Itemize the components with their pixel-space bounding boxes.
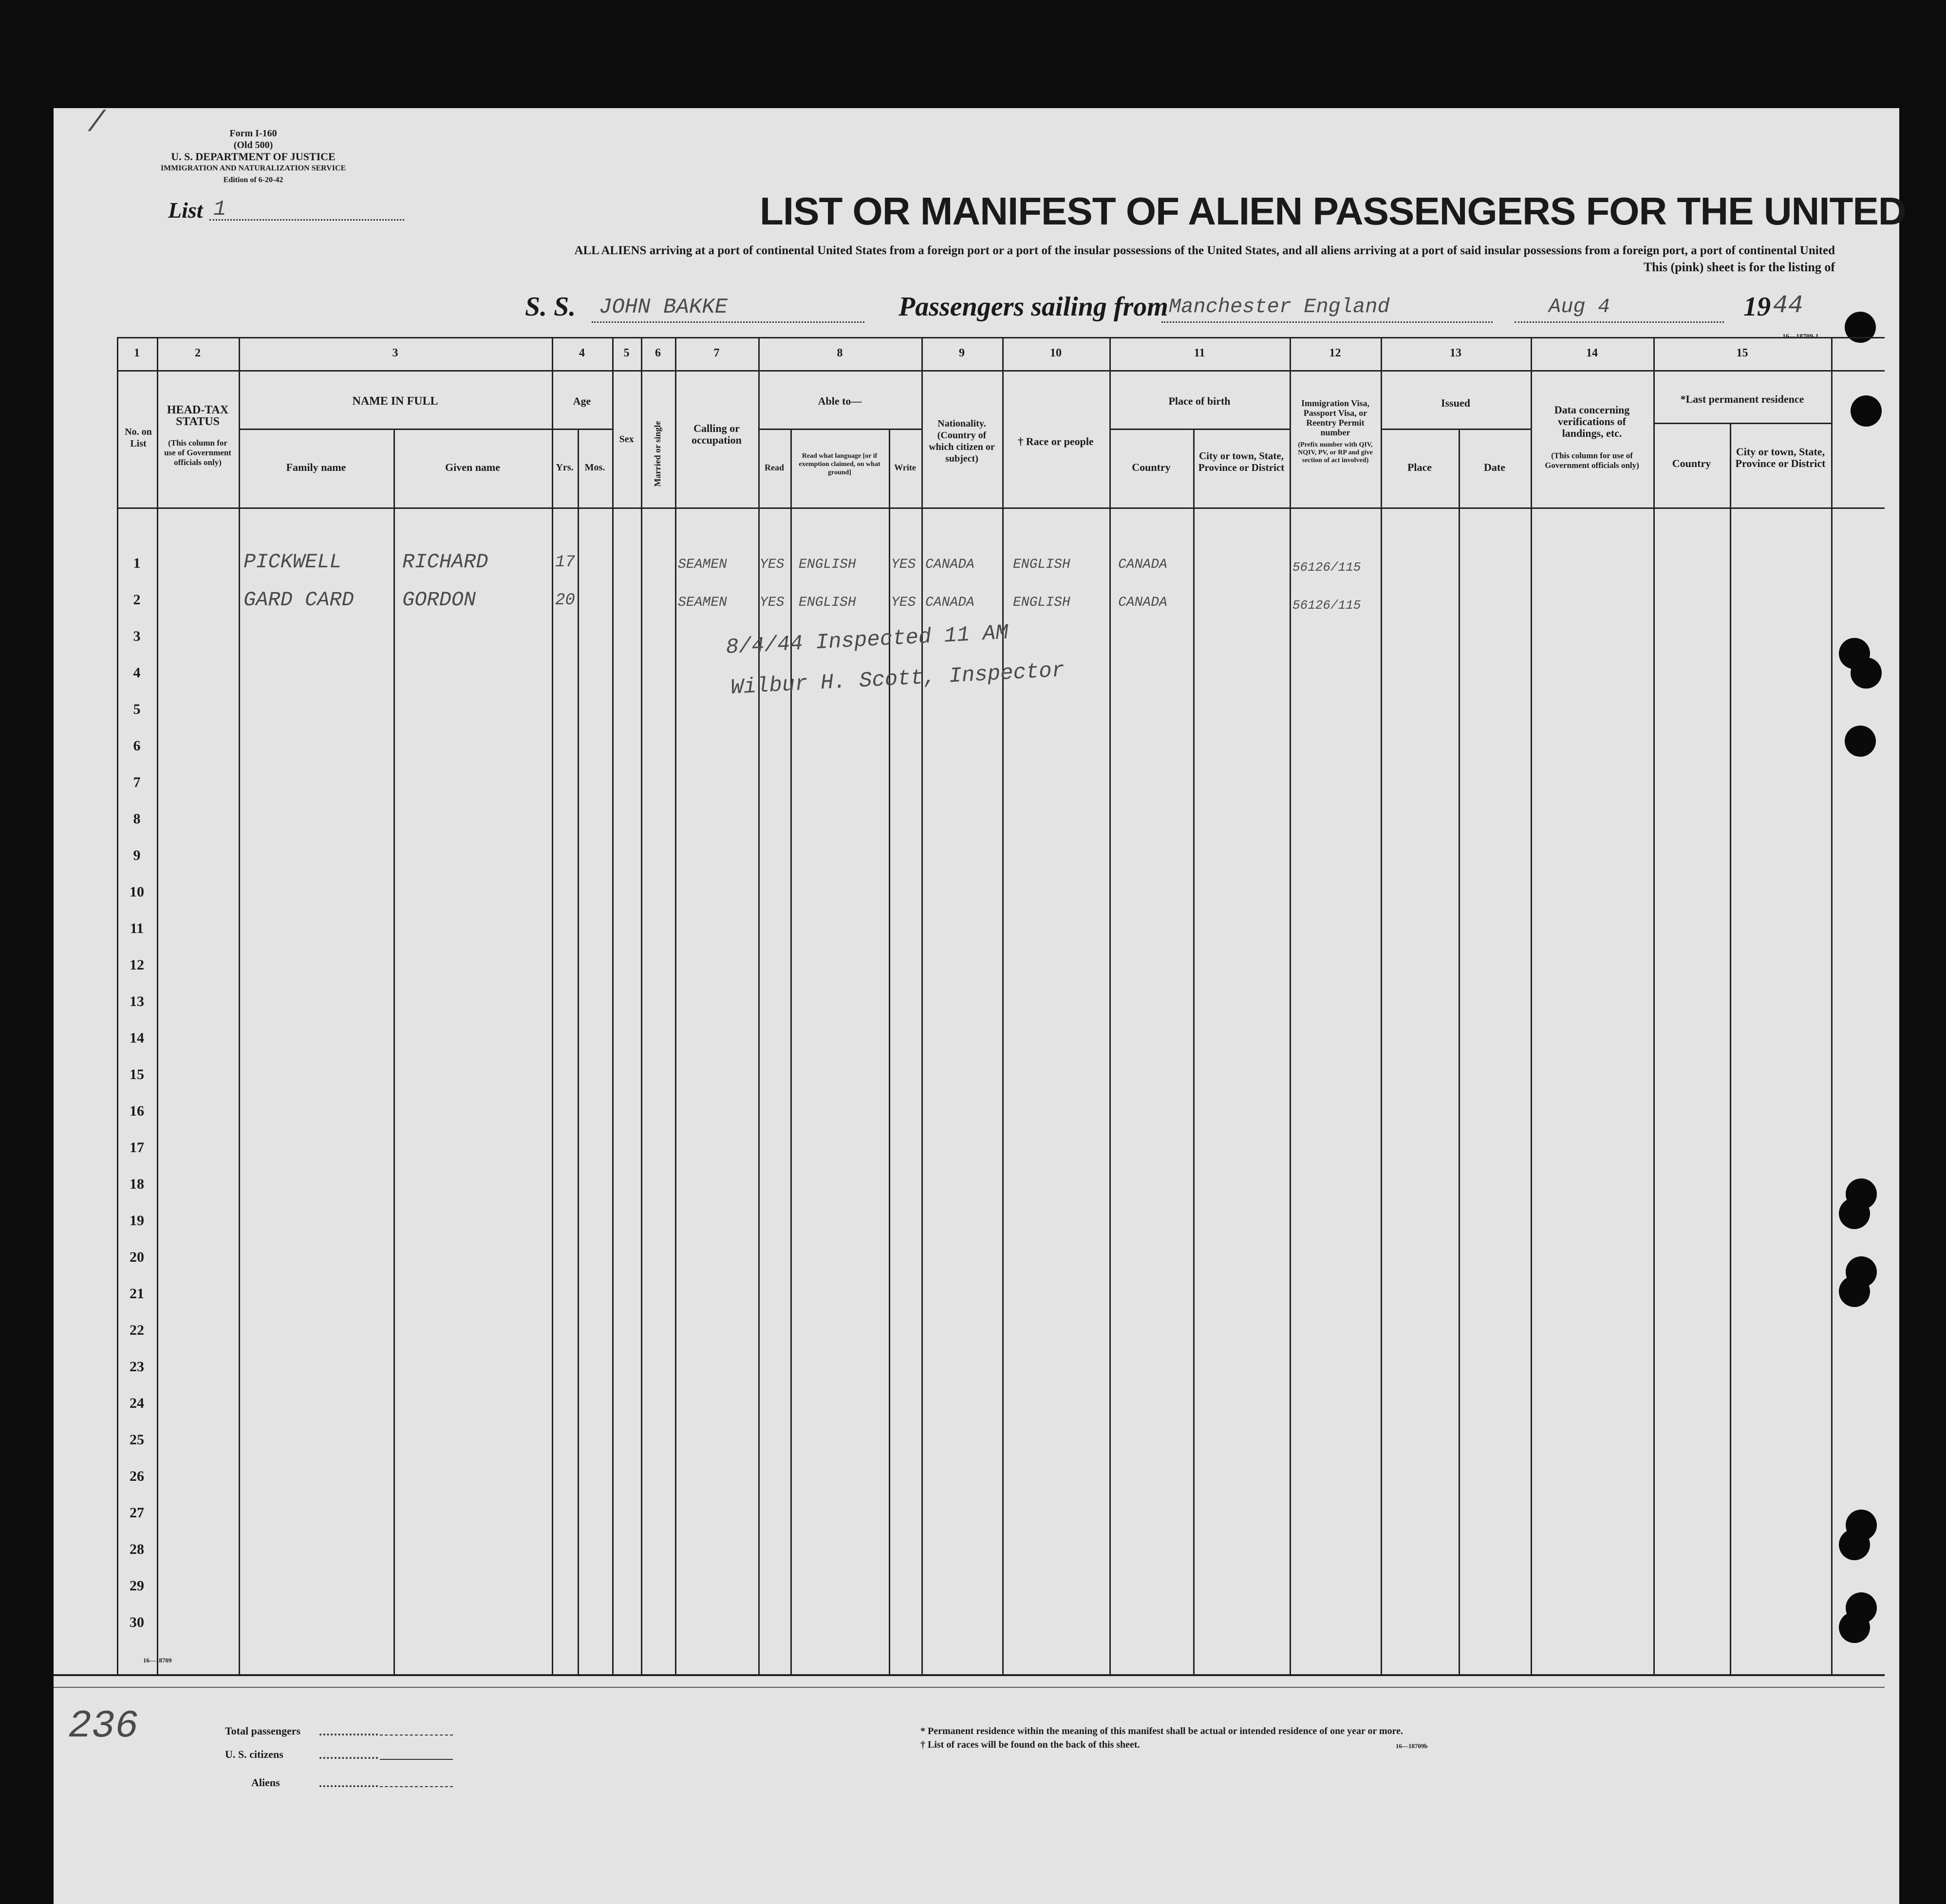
- passenger-nationality: CANADA: [925, 557, 974, 572]
- row-number: 5: [133, 701, 141, 717]
- col-number: 15: [1736, 347, 1748, 359]
- passenger-age: 17: [555, 553, 575, 572]
- leader-dots: [319, 1757, 378, 1759]
- row-number: 26: [130, 1468, 144, 1484]
- manifest-sheet: [54, 108, 1899, 1904]
- passenger-language: ENGLISH: [799, 557, 856, 572]
- column-line: [552, 337, 553, 1674]
- column-line: [612, 337, 614, 1674]
- bottom-code-right: 16—18709b: [1396, 1742, 1428, 1750]
- ss-label: S. S.: [525, 292, 576, 322]
- column-line: [1193, 429, 1195, 1674]
- passenger-visa: 56126/115: [1292, 560, 1361, 575]
- date-underline: [1515, 321, 1724, 323]
- passenger-race: ENGLISH: [1013, 595, 1070, 610]
- row-number: 18: [130, 1176, 144, 1192]
- column-line: [1831, 337, 1833, 1674]
- name-subheader-rule: [239, 429, 552, 430]
- form-number: Form I-160: [229, 128, 277, 139]
- form-service: IMMIGRATION AND NATURALIZATION SERVICE: [160, 164, 346, 172]
- total-passengers-line: [380, 1735, 453, 1736]
- passenger-read: YES: [760, 557, 785, 572]
- row-number: 16: [130, 1103, 144, 1119]
- list-label: List: [168, 198, 203, 223]
- instruction-line-1: ALL ALIENS arriving at a port of continental United States from a foreign port or a port of the insular possessions of the United States, and all aliens arriving at a port of said insular possessions from a foreign port, a port of continental United: [574, 244, 1835, 257]
- row-number: 9: [133, 847, 141, 863]
- col-number: 2: [195, 347, 201, 359]
- row-number: 24: [130, 1395, 144, 1411]
- able-subheader-rule: [758, 429, 921, 430]
- column-line: [1002, 337, 1004, 1674]
- col-number: 8: [837, 347, 843, 359]
- table-top-rule: [117, 337, 1885, 338]
- row-number: 11: [130, 920, 144, 936]
- punch-hole: [1851, 395, 1882, 427]
- col-number: 6: [655, 347, 661, 359]
- form-department: U. S. DEPARTMENT OF JUSTICE: [171, 150, 336, 163]
- age-subheader-rule: [552, 429, 612, 430]
- row-number: 23: [130, 1359, 144, 1375]
- row-number: 30: [130, 1614, 144, 1630]
- header-mos: Mos.: [584, 462, 605, 473]
- passenger-language: ENGLISH: [799, 595, 856, 610]
- col-number: 12: [1329, 347, 1341, 359]
- header-bottom-rule: [117, 507, 1885, 509]
- sailing-label: Passengers sailing from: [898, 292, 1168, 322]
- punch-hole: [1851, 657, 1882, 689]
- us-citizens-label: U. S. citizens: [225, 1748, 283, 1760]
- leader-dots: [319, 1734, 378, 1736]
- punch-hole: [1839, 1612, 1870, 1643]
- row-number: 29: [130, 1578, 144, 1594]
- column-line: [1730, 423, 1731, 1674]
- manifest-title: LIST OR MANIFEST OF ALIEN PASSENGERS FOR THE UNITED: [760, 189, 1906, 233]
- header-no-on-list: No. on List: [125, 427, 152, 449]
- column-line: [157, 337, 158, 1674]
- port-underline: [1161, 321, 1493, 323]
- header-nationality: Nationality. (Country of which citizen or subject): [929, 418, 995, 464]
- passenger-visa: 56126/115: [1292, 598, 1361, 613]
- column-line: [1459, 429, 1460, 1674]
- header-able-to: Able to—: [818, 395, 862, 407]
- passenger-occupation: SEAMEN: [678, 557, 727, 572]
- column-line: [1653, 337, 1655, 1674]
- col-number: 5: [623, 347, 630, 359]
- page-mark: 236: [68, 1704, 139, 1749]
- col-number: 7: [713, 347, 720, 359]
- footnote-races: † List of races will be found on the back of this sheet.: [920, 1739, 1140, 1750]
- header-age: Age: [573, 395, 591, 407]
- header-visa-note: (Prefix number with QIV, NQIV, PV, or RP and give section of act involved): [1298, 441, 1373, 464]
- departure-date: Aug 4: [1549, 295, 1610, 318]
- passenger-race: ENGLISH: [1013, 557, 1070, 572]
- column-number-rule: [117, 370, 1885, 372]
- header-head-tax-note: (This column for use of Government officials only): [164, 438, 231, 467]
- row-number: 25: [130, 1432, 144, 1448]
- list-underline: [209, 219, 404, 221]
- row-number: 1: [133, 555, 141, 571]
- col-number: 11: [1194, 347, 1205, 359]
- column-line: [758, 337, 760, 1674]
- header-issued-date: Date: [1484, 461, 1505, 473]
- passenger-given-name: RICHARD: [402, 550, 488, 574]
- residence-subheader-rule: [1653, 423, 1831, 424]
- header-yrs: Yrs.: [556, 462, 574, 473]
- column-line: [675, 337, 676, 1674]
- column-line: [790, 429, 792, 1674]
- ship-underline: [592, 321, 864, 323]
- header-head-tax: HEAD-TAX STATUS: [167, 404, 229, 428]
- table-bottom-rule: [54, 1674, 1885, 1676]
- us-citizens-line: [380, 1759, 453, 1760]
- year-prefix: 19: [1743, 292, 1771, 322]
- form-old-number: (Old 500): [233, 140, 273, 150]
- row-number: 27: [130, 1505, 144, 1521]
- bottom-code: 16—18709: [143, 1657, 172, 1664]
- list-number: 1: [213, 197, 226, 222]
- column-line: [1531, 337, 1532, 1674]
- instruction-line-2: This (pink) sheet is for the listing of: [1643, 260, 1835, 274]
- total-passengers-label: Total passengers: [225, 1725, 301, 1737]
- row-number: 20: [130, 1249, 144, 1265]
- punch-hole: [1845, 726, 1876, 757]
- header-visa: Immigration Visa, Passport Visa, or Reentry Permit number: [1301, 398, 1369, 437]
- punch-hole: [1839, 1198, 1870, 1229]
- punch-hole: [1839, 1529, 1870, 1560]
- column-line: [239, 337, 240, 1674]
- row-number: 8: [133, 811, 141, 827]
- header-race: † Race or people: [1018, 435, 1094, 448]
- header-data-concerning: Data concerning verifications of landings, etc.: [1554, 404, 1630, 439]
- row-number: 2: [133, 592, 141, 608]
- header-calling: Calling or occupation: [692, 422, 742, 446]
- footer-rule: [54, 1687, 1885, 1688]
- header-issued: Issued: [1441, 397, 1470, 409]
- form-edition: Edition of 6-20-42: [223, 176, 283, 184]
- col-number: 3: [392, 347, 398, 359]
- row-number: 4: [133, 665, 141, 681]
- passenger-family-name: PICKWELL: [243, 550, 342, 574]
- col-number: 4: [579, 347, 585, 359]
- passenger-write: YES: [891, 557, 916, 572]
- row-number: 21: [130, 1286, 144, 1302]
- year-suffix: 44: [1773, 291, 1803, 320]
- col-number: 14: [1586, 347, 1598, 359]
- birth-subheader-rule: [1109, 429, 1290, 430]
- footnote-residence: * Permanent residence within the meaning of this manifest shall be actual or intended residence of one year or more.: [920, 1726, 1403, 1736]
- col-number: 10: [1050, 347, 1062, 359]
- departure-port: Manchester England: [1169, 295, 1390, 318]
- column-line: [1381, 337, 1382, 1674]
- row-number: 28: [130, 1541, 144, 1557]
- column-line: [393, 429, 395, 1674]
- header-residence-country: Country: [1672, 457, 1711, 469]
- passenger-family-name: GARD CARD: [243, 588, 354, 612]
- row-number: 19: [130, 1213, 144, 1229]
- corner-mark: /: [88, 107, 106, 140]
- passenger-given-name: GORDON: [402, 588, 476, 612]
- column-line: [117, 337, 118, 1674]
- header-name-in-full: NAME IN FULL: [352, 395, 438, 408]
- row-number: 13: [130, 993, 144, 1009]
- header-last-residence: *Last permanent residence: [1680, 393, 1804, 405]
- issued-subheader-rule: [1381, 429, 1531, 430]
- column-line: [1290, 337, 1291, 1674]
- passenger-birth-country: CANADA: [1118, 557, 1167, 572]
- aliens-label: Aliens: [251, 1776, 280, 1789]
- header-read-language: Read what language [or if exemption claimed, on what ground]: [799, 452, 880, 476]
- col-number: 1: [134, 347, 140, 359]
- row-number: 17: [130, 1139, 144, 1156]
- ship-name: JOHN BAKKE: [599, 295, 728, 319]
- column-line: [921, 337, 923, 1674]
- passenger-read: YES: [760, 595, 785, 610]
- column-line: [641, 337, 642, 1674]
- header-family-name: Family name: [286, 461, 346, 473]
- col-number: 13: [1450, 347, 1461, 359]
- header-given-name: Given name: [445, 461, 501, 473]
- form-block: [156, 128, 351, 186]
- punch-hole: [1839, 1276, 1870, 1307]
- column-line: [578, 429, 579, 1674]
- header-read: Read: [765, 463, 784, 472]
- passenger-occupation: SEAMEN: [678, 595, 727, 610]
- row-number: 7: [133, 774, 141, 790]
- header-married: Married or single: [653, 421, 662, 487]
- column-line: [889, 429, 890, 1674]
- row-number: 3: [133, 628, 141, 644]
- column-line: [1109, 337, 1111, 1674]
- row-number: 15: [130, 1066, 144, 1083]
- passenger-write: YES: [891, 595, 916, 610]
- aliens-line: [380, 1786, 453, 1787]
- header-sex: Sex: [619, 434, 634, 445]
- passenger-birth-country: CANADA: [1118, 595, 1167, 610]
- inspection-note: 8/4/44 Inspected 11 AM: [725, 620, 1009, 660]
- passenger-age: 20: [555, 591, 575, 610]
- inspector-signature: Wilbur H. Scott, Inspector: [730, 658, 1066, 700]
- leader-dots: [319, 1785, 378, 1787]
- header-place-of-birth: Place of birth: [1168, 395, 1231, 407]
- row-number: 22: [130, 1322, 144, 1338]
- header-data-note: (This column for use of Government officials only): [1545, 451, 1639, 470]
- row-number: 12: [130, 957, 144, 973]
- header-write: Write: [894, 463, 916, 472]
- passenger-nationality: CANADA: [925, 595, 974, 610]
- header-birth-country: Country: [1132, 461, 1171, 473]
- row-number: 14: [130, 1030, 144, 1046]
- row-number: 6: [133, 738, 141, 754]
- row-number: 10: [130, 884, 144, 900]
- header-residence-city: City or town, State, Province or District: [1735, 446, 1826, 469]
- header-birth-city: City or town, State, Province or District: [1198, 450, 1285, 473]
- col-number: 9: [959, 347, 965, 359]
- header-issued-place: Place: [1407, 461, 1432, 473]
